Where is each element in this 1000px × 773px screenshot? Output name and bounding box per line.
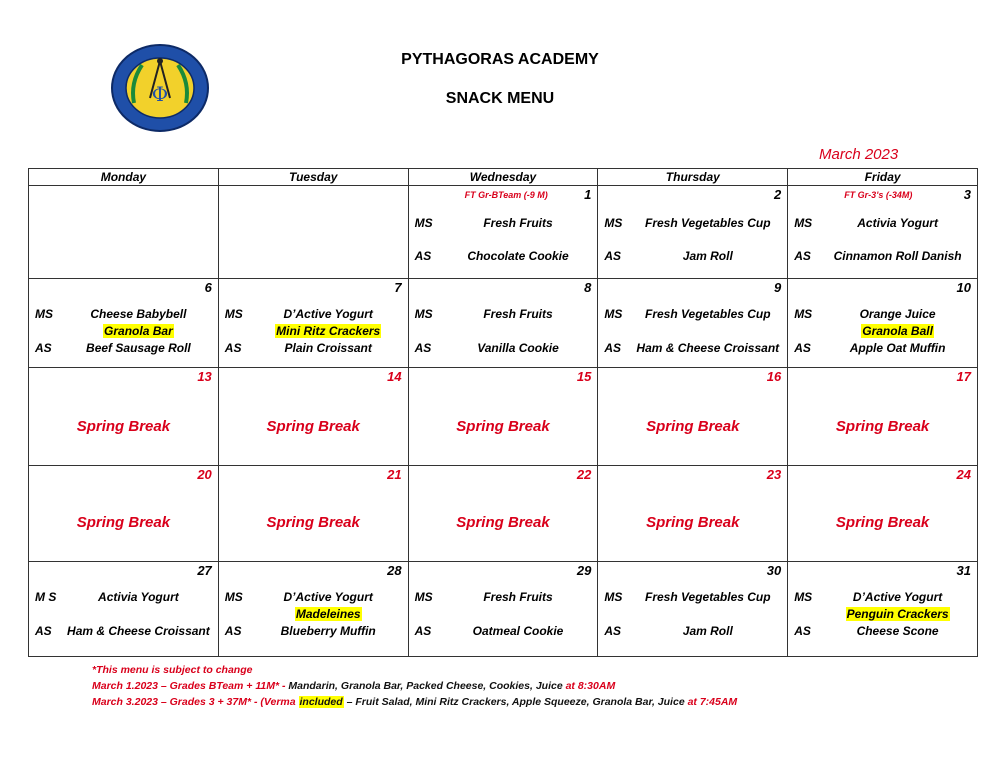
day-cell [408,466,598,562]
day-number: 22 [576,467,592,482]
morning-snack [794,589,971,605]
afternoon-snack [604,623,781,639]
snack-item: Plain Croissant [284,341,372,355]
field-trip-note: FT Gr-BTeam (-9 M) [464,190,548,200]
morning-snack [225,589,402,605]
day-cell [29,186,219,279]
snack-period-label: MS [794,307,813,321]
snack-period-label: AS [35,341,52,355]
weekday-thursday: Thursday [598,169,788,186]
holiday-label: Spring Break [76,514,171,531]
snack-item: Ham & Cheese Croissant [636,341,780,355]
snack-period-label: AS [604,624,622,638]
snack-period-label: M S [35,590,57,604]
extra-snack-wrap [824,606,971,622]
snack-period-label: MS [604,216,623,230]
snack-item: Fresh Fruits [483,307,553,321]
day-cell [788,368,978,466]
snack-period-label: AS [414,341,432,355]
week-row [29,562,978,657]
snack-item: Fresh Vegetables Cup [644,216,771,230]
afternoon-snack [225,623,402,639]
day-number: 31 [956,563,971,578]
afternoon-snack [604,248,781,264]
snack-period-label: MS [414,216,433,230]
day-cell [218,186,408,279]
day-number: 13 [197,369,212,384]
snack-period-label: AS [35,624,52,638]
week-row [29,466,978,562]
field-trip-note: FT Gr-3's (-34M) [844,190,913,200]
day-cell [218,368,408,466]
extra-snack-row [794,323,971,339]
extra-snack-wrap [65,323,212,339]
holiday-label: Spring Break [266,514,360,531]
morning-snack [604,589,781,605]
extra-snack-row [35,323,212,339]
afternoon-snack [415,340,592,356]
day-number: 2 [773,187,782,202]
svg-text:Φ: Φ [151,82,169,106]
snack-item: Vanilla Cookie [477,341,559,355]
highlighted-snack-item: Granola Ball [862,324,933,338]
day-number: 15 [576,369,592,384]
day-cell [29,562,219,657]
day-cell [29,466,219,562]
note-march-1: March 1.2023 – Grades BTeam + 11M* - Mandarin, Granola Bar, Packed Cheese, Cookies, Juice at 8:30AM [92,680,616,692]
morning-snack [415,589,592,605]
snack-period-label: AS [224,341,242,355]
afternoon-snack [794,248,971,264]
extra-snack-wrap [255,606,402,622]
snack-calendar [28,168,978,657]
snack-item: Cheese Babybell [90,307,187,321]
snack-item: Cinnamon Roll Danish [833,249,962,263]
snack-item: Fresh Vegetables Cup [644,307,771,321]
snack-item: Activia Yogurt [857,216,938,230]
week-row [29,186,978,279]
day-cell [408,562,598,657]
weekday-tuesday: Tuesday [218,169,408,186]
day-number: 30 [766,563,782,578]
day-number: 1 [584,187,592,202]
day-cell [598,186,788,279]
snack-item: Jam Roll [682,249,733,263]
morning-snack [604,215,781,231]
afternoon-snack [35,340,212,356]
highlighted-snack-item: Madeleines [295,607,361,621]
day-number: 10 [956,280,971,295]
snack-item: Blueberry Muffin [280,624,376,638]
snack-period-label: MS [794,216,813,230]
snack-item: Beef Sausage Roll [86,341,191,355]
day-cell [788,279,978,368]
snack-item: Fresh Fruits [483,590,553,604]
morning-snack [794,306,971,322]
holiday-label: Spring Break [835,418,930,435]
holiday-label: Spring Break [456,418,550,435]
day-cell [788,466,978,562]
extra-snack-row [794,606,971,622]
day-number: 8 [584,280,592,295]
footnotes [92,662,737,710]
day-cell [29,368,219,466]
day-cell [218,466,408,562]
morning-snack [794,215,971,231]
month-label: March 2023 [819,146,899,163]
day-number: 27 [197,563,212,578]
day-number: 9 [773,280,782,295]
day-cell [598,562,788,657]
day-cell [788,562,978,657]
extra-snack-row [225,606,402,622]
snack-period-label: MS [604,590,623,604]
day-number: 28 [387,563,402,578]
day-number: 7 [394,280,402,295]
snack-item: Jam Roll [682,624,733,638]
day-cell [408,186,598,279]
snack-item: D’Active Yogurt [283,307,373,321]
snack-item: Apple Oat Muffin [849,341,946,355]
snack-item: Orange Juice [859,307,936,321]
weekday-friday: Friday [788,169,978,186]
day-cell [408,368,598,466]
holiday-label: Spring Break [646,418,740,435]
school-title: PYTHAGORAS ACADEMY [401,51,599,68]
snack-period-label: AS [794,624,811,638]
snack-item: Ham & Cheese Croissant [67,624,210,638]
day-number: 14 [387,369,402,384]
afternoon-snack [35,623,212,639]
holiday-label: Spring Break [646,514,740,531]
morning-snack [415,215,592,231]
morning-snack [35,306,212,322]
day-number: 20 [197,467,212,482]
snack-period-label: AS [224,624,242,638]
day-cell [598,279,788,368]
day-number: 3 [963,187,971,202]
snack-period-label: MS [794,590,813,604]
snack-period-label: MS [604,307,623,321]
afternoon-snack [415,248,592,264]
snack-item: Fresh Fruits [483,216,553,230]
day-number: 24 [956,467,971,482]
afternoon-snack [794,340,971,356]
day-cell [29,279,219,368]
extra-snack-wrap [824,323,971,339]
day-number: 6 [204,280,212,295]
snack-period-label: MS [224,590,243,604]
morning-snack [604,306,781,322]
snack-item: D’Active Yogurt [852,590,943,604]
highlighted-snack-item: Granola Bar [104,324,173,338]
snack-period-label: MS [35,307,53,321]
snack-period-label: AS [794,341,811,355]
snack-period-label: AS [794,249,811,263]
snack-item: Oatmeal Cookie [472,624,564,638]
day-cell [408,279,598,368]
snack-period-label: MS [414,590,433,604]
day-number: 17 [956,369,971,384]
weekday-header-row [29,169,978,186]
menu-title: SNACK MENU [445,90,555,107]
snack-period-label: AS [604,249,622,263]
snack-item: D’Active Yogurt [283,590,373,604]
holiday-label: Spring Break [835,514,930,531]
note-march-3: March 3.2023 – Grades 3 + 37M* - (Verma included – Fruit Salad, Mini Ritz Crackers, Apple Squeeze, Granola Bar, Juice at 7:45AM [92,696,738,708]
day-cell [218,279,408,368]
snack-period-label: AS [414,624,432,638]
week-row [29,368,978,466]
weekday-monday: Monday [29,169,219,186]
snack-period-label: AS [414,249,432,263]
afternoon-snack [604,340,781,356]
snack-period-label: MS [224,307,243,321]
day-cell [598,466,788,562]
morning-snack [35,589,212,605]
holiday-label: Spring Break [456,514,550,531]
day-cell [218,562,408,657]
highlighted-snack-item: Mini Ritz Crackers [276,324,381,338]
highlighted-snack-item: Penguin Crackers [846,607,949,621]
snack-item: Cheese Scone [856,624,939,638]
extra-snack-wrap [255,323,402,339]
snack-period-label: AS [604,341,622,355]
snack-item: Chocolate Cookie [467,249,569,263]
afternoon-snack [794,623,971,639]
weekday-wednesday: Wednesday [408,169,598,186]
day-number: 23 [766,467,782,482]
disclaimer: *This menu is subject to change [92,664,253,676]
week-row [29,279,978,368]
day-number: 29 [576,563,592,578]
snack-period-label: MS [414,307,433,321]
afternoon-snack [415,623,592,639]
snack-item: Activia Yogurt [98,590,179,604]
holiday-label: Spring Break [266,418,360,435]
extra-snack-row [225,323,402,339]
afternoon-snack [225,340,402,356]
morning-snack [415,306,592,322]
morning-snack [225,306,402,322]
day-number: 16 [766,369,782,384]
day-cell [788,186,978,279]
day-number: 21 [387,467,402,482]
day-cell [598,368,788,466]
snack-item: Fresh Vegetables Cup [644,590,771,604]
holiday-label: Spring Break [76,418,171,435]
